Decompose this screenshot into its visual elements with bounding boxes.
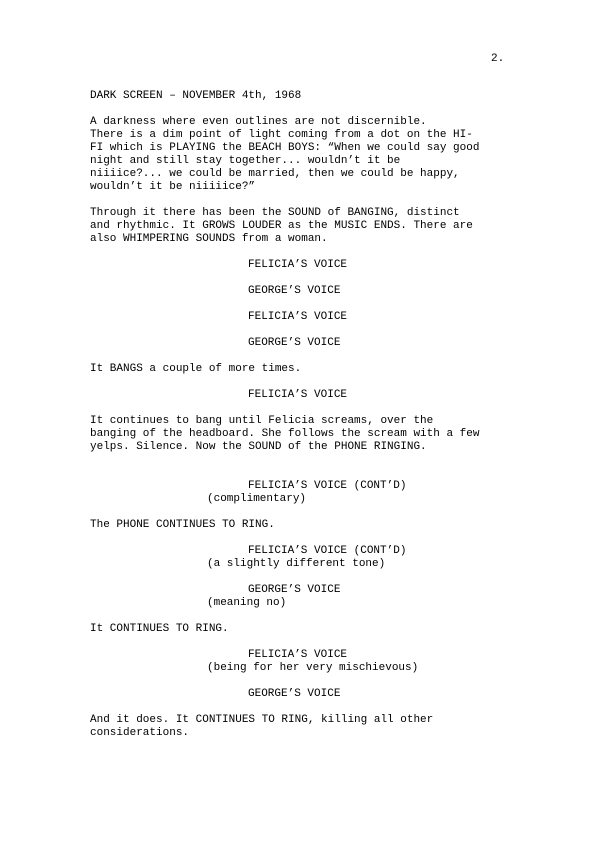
character-cue: GEORGE’S VOICE [248, 688, 341, 700]
character-cue: GEORGE’S VOICE [248, 584, 341, 596]
character-cue: FELICIA’S VOICE [248, 389, 348, 401]
character-cue: FELICIA’S VOICE (CONT’D) [248, 480, 407, 492]
character-cue: FELICIA’S VOICE [248, 311, 348, 323]
character-cue: FELICIA’S VOICE (CONT’D) [248, 545, 407, 557]
parenthetical: (meaning no) [207, 597, 287, 609]
action-line: Through it there has been the SOUND of BANGING, distinct [90, 207, 460, 219]
page-number: 2. [491, 53, 505, 65]
character-cue: FELICIA’S VOICE [248, 649, 348, 661]
character-cue: FELICIA’S VOICE [248, 259, 348, 271]
action-line: night and still stay together... wouldn’t it be [90, 155, 401, 167]
action-line: A darkness where even outlines are not discernible. [90, 116, 427, 128]
parenthetical: (a slightly different tone) [207, 558, 386, 570]
action-line: niiiice?... we could be married, then we could be happy, [90, 168, 460, 180]
parenthetical: (being for her very mischievous) [207, 662, 419, 674]
character-cue: GEORGE’S VOICE [248, 285, 341, 297]
scene-heading: DARK SCREEN – NOVEMBER 4th, 1968 [90, 90, 302, 102]
action-line: It continues to bang until Felicia screams, over the [90, 415, 434, 427]
action-line: FI which is PLAYING the BEACH BOYS: “When we could say good [90, 142, 480, 154]
action-line: There is a dim point of light coming from a dot on the HI- [90, 129, 473, 141]
action-line: banging of the headboard. She follows the scream with a few [90, 428, 480, 440]
action-line: also WHIMPERING SOUNDS from a woman. [90, 233, 328, 245]
action-line: yelps. Silence. Now the SOUND of the PHONE RINGING. [90, 441, 427, 453]
action-line: wouldn’t it be niiiiice?” [90, 181, 256, 193]
action-line: It BANGS a couple of more times. [90, 363, 302, 375]
action-line: considerations. [90, 727, 190, 739]
parenthetical: (complimentary) [207, 493, 307, 505]
action-line: It CONTINUES TO RING. [90, 623, 229, 635]
action-line: and rhythmic. It GROWS LOUDER as the MUSIC ENDS. There are [90, 220, 473, 232]
action-line: The PHONE CONTINUES TO RING. [90, 519, 275, 531]
action-line: And it does. It CONTINUES TO RING, killing all other [90, 714, 434, 726]
character-cue: GEORGE’S VOICE [248, 337, 341, 349]
